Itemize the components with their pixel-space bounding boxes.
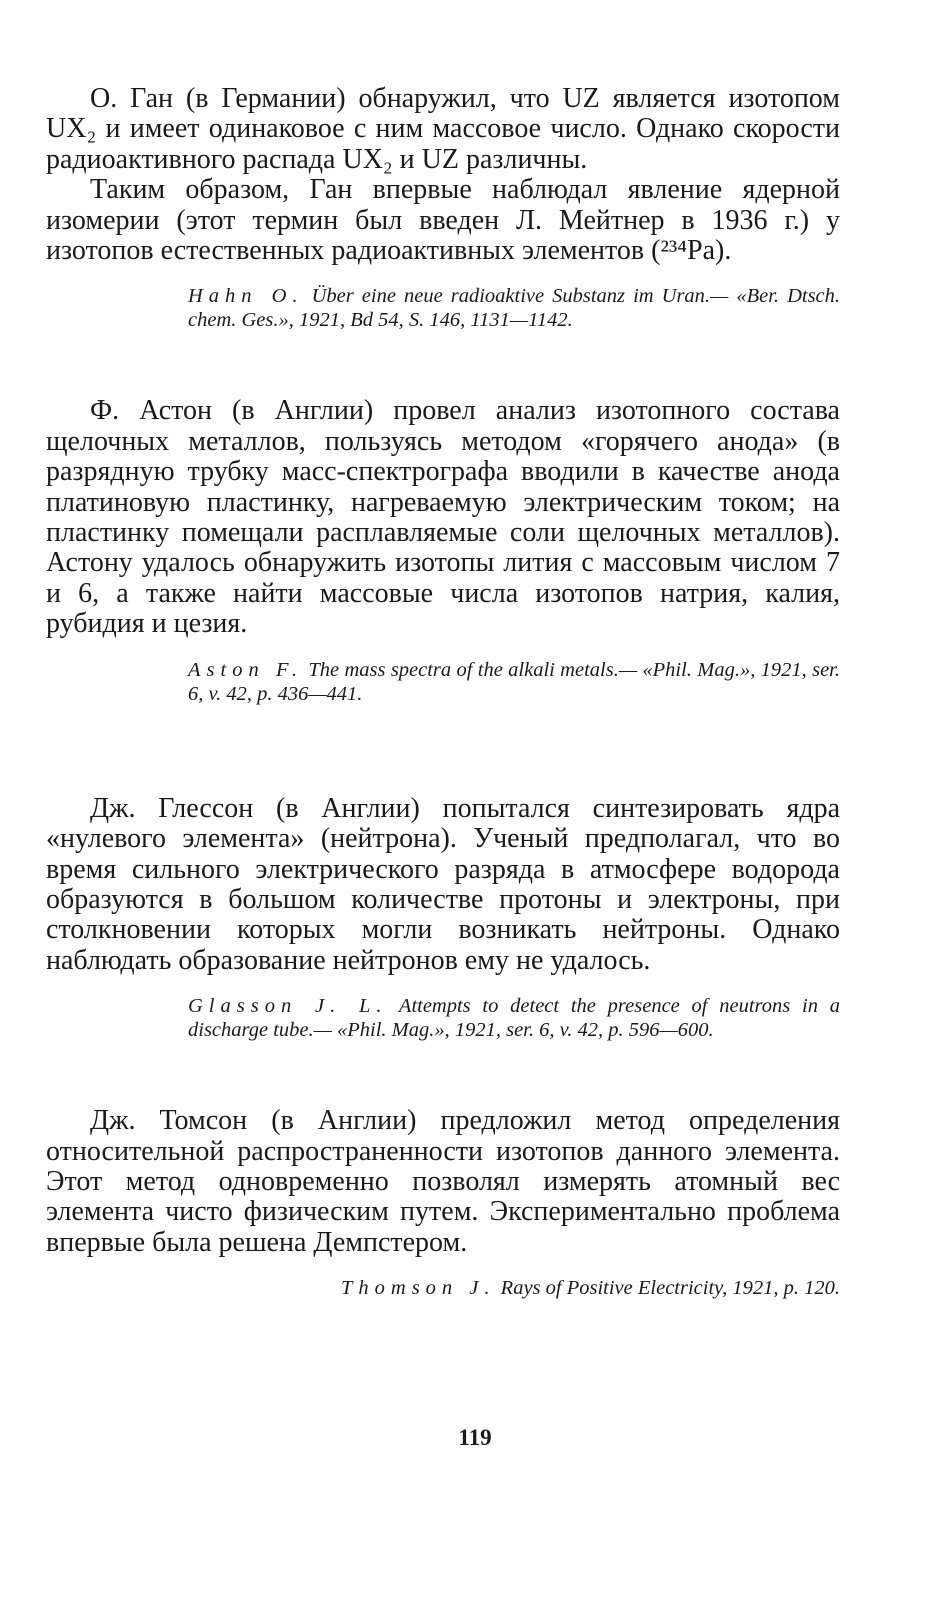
paragraph: О. Ган (в Германии) обнаружил, что UZ является изотопом UX₂ и имеет одинаковое с ним массовое число. Однако скорости радиоактивного распада UX₂ и UZ различны. [46,83,840,175]
reference [188,994,840,1042]
reference-author: Glasson J. L. [188,995,388,1018]
reference-author: Aston F. [188,658,304,681]
entry-glasson [46,794,840,1042]
reference-text: Über eine neue radioaktive Substanz im Uran.— «Ber. Dtsch. chem. Ges.», 1921, Bd 54, S. 146, 1131—1142. [188,285,841,332]
paragraph: Дж. Томсон (в Англии) предложил метод определения относительной распространенности изотопов данного элемента. Этот метод одновременно позволял измерять атомный вес элемента чисто физическим путем. Экспериментально проблема впервые была решена Демпстером. [46,1105,840,1258]
entry-hahn [46,84,840,332]
reference-author: Hahn O. [188,285,304,308]
reference-text: Rays of Positive Electricity, 1921, p. 120. [500,1277,840,1300]
reference [188,658,840,706]
reference [188,284,840,332]
paragraph: Ф. Астон (в Англии) провел анализ изотопного состава щелочных металлов, пользуясь методом «горячего анода» (в разрядную трубку масс-спектрографа вводили в качестве анода платиновую пластинку, нагреваемую электрическим током; на пластинку помещали расплавляемые соли щелочных металлов). Астону удалось обнаружить изотопы лития с массовым числом 7 и 6, а также найти массовые числа изотопов натрия, калия, рубидия и цезия. [46,395,840,640]
page-number: 119 [458,1425,492,1450]
paragraph: Дж. Глессон (в Англии) попытался синтезировать ядра «нулевого элемента» (нейтрона). Ученый предполагал, что во время сильного электрического разряда в атмосфере водорода образуются в большом количестве протоны и электроны, при столкновении которых могли возникать нейтроны. Однако наблюдать образование нейтронов ему не удалось. [46,792,840,976]
reference-text: Attempts to detect the presence of neutrons in a discharge tube.— «Phil. Mag.», 1921, ser. 6, v. 42, p. 596—600. [188,995,840,1042]
page-body [46,84,840,1300]
paragraph: Таким образом, Ган впервые наблюдал явление ядерной изомерии (этот термин был введен Л. Мейтнер в 1936 г.) у изотопов естественных радиоактивных элементов (²³⁴Pa). [46,174,840,267]
reference-text: The mass spectra of the alkali metals.— «Phil. Mag.», 1921, ser. 6, v. 42, p. 436—441. [188,658,841,705]
reference [146,1276,840,1300]
entry-aston [46,396,840,705]
reference-author: Thomson J. [341,1277,496,1300]
entry-thomson [46,1106,840,1300]
